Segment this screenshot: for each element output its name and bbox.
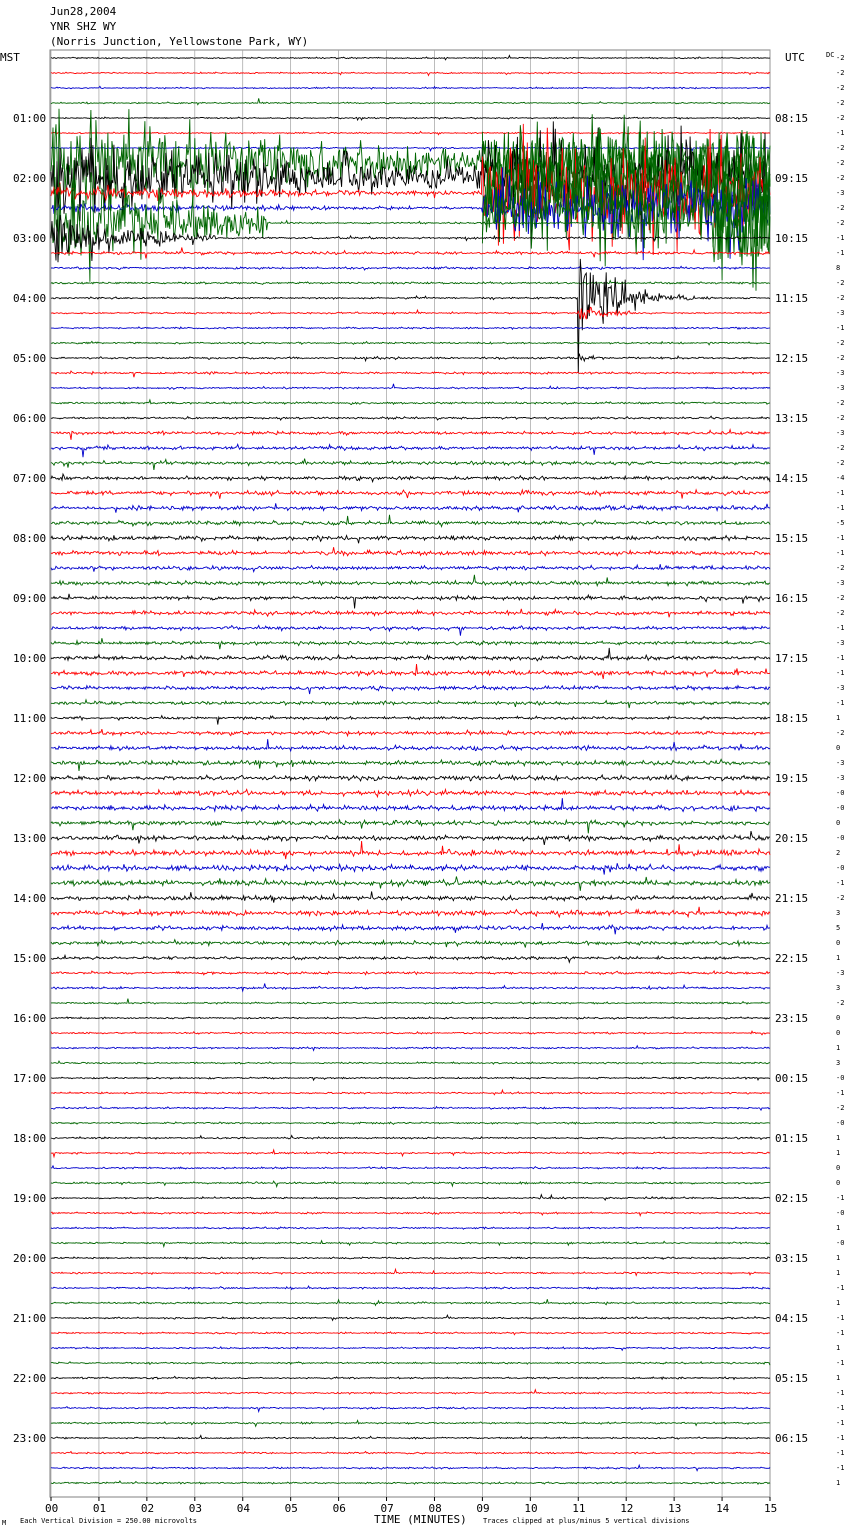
dc-offset-label: 1 bbox=[836, 1374, 841, 1382]
x-tick-label: 07 bbox=[380, 1502, 394, 1515]
trace-line bbox=[51, 430, 770, 440]
dc-offset-label: -2 bbox=[836, 894, 845, 902]
right-hour-label: 16:15 bbox=[775, 592, 809, 605]
left-hour-label: 12:00 bbox=[13, 772, 47, 785]
dc-offset-label: -0 bbox=[836, 1239, 845, 1247]
dc-offset-label: -1 bbox=[836, 129, 845, 137]
dc-offset-label: -2 bbox=[836, 1104, 845, 1112]
right-hour-label: 23:15 bbox=[775, 1012, 809, 1025]
trace-line bbox=[51, 1269, 770, 1275]
right-hour-label: 15:15 bbox=[775, 532, 809, 545]
trace-line bbox=[51, 686, 770, 695]
right-hour-label: 17:15 bbox=[775, 652, 809, 665]
dc-offset-label: 2 bbox=[836, 849, 841, 857]
trace-line bbox=[51, 594, 770, 609]
dc-offset-label: -3 bbox=[836, 309, 845, 317]
left-hour-label: 09:00 bbox=[13, 592, 47, 605]
left-hour-label: 14:00 bbox=[13, 892, 47, 905]
trace-line bbox=[51, 1465, 770, 1471]
dc-offset-label: -2 bbox=[836, 444, 845, 452]
dc-offset-label: 0 bbox=[836, 819, 841, 827]
trace-line bbox=[51, 729, 770, 736]
trace-line bbox=[51, 700, 770, 708]
dc-label: DC bbox=[826, 51, 835, 59]
right-hour-label: 01:15 bbox=[775, 1132, 809, 1145]
trace-line bbox=[51, 1150, 770, 1157]
right-hour-label: 08:15 bbox=[775, 112, 809, 125]
left-hour-label: 03:00 bbox=[13, 232, 47, 245]
dc-offset-label: 5 bbox=[836, 924, 841, 932]
dc-offset-label: -2 bbox=[836, 159, 845, 167]
clip-note: Traces clipped at plus/minus 5 vertical divisions bbox=[483, 1517, 690, 1525]
scale-note: Each Vertical Division = 250.00 microvolts bbox=[20, 1517, 198, 1525]
dc-offset-label: -1 bbox=[836, 549, 845, 557]
left-hour-label: 01:00 bbox=[13, 112, 47, 125]
trace-line bbox=[51, 609, 770, 617]
x-tick-label: 12 bbox=[620, 1502, 634, 1515]
right-hour-label: 21:15 bbox=[775, 892, 809, 905]
trace-line bbox=[51, 923, 770, 934]
dc-offset-label: 1 bbox=[836, 1344, 841, 1352]
trace-line bbox=[51, 1046, 770, 1051]
trace-line bbox=[51, 1376, 770, 1379]
dc-offset-label: 0 bbox=[836, 1014, 841, 1022]
dc-offset-label: 1 bbox=[836, 1149, 841, 1157]
dc-offset-label: -1 bbox=[836, 879, 845, 887]
dc-offset-label: -2 bbox=[836, 84, 845, 92]
dc-offset-label: -1 bbox=[836, 489, 845, 497]
trace-line bbox=[51, 648, 770, 661]
dc-offset-label: 0 bbox=[836, 1029, 841, 1037]
trace-line bbox=[51, 1077, 770, 1080]
right-hour-label: 19:15 bbox=[775, 772, 809, 785]
trace-line bbox=[51, 444, 770, 457]
trace-line bbox=[51, 354, 770, 361]
trace-line bbox=[51, 1181, 770, 1187]
dc-offset-label: 1 bbox=[836, 1134, 841, 1142]
left-zone-label: MST bbox=[0, 51, 20, 64]
dc-offset-label: -3 bbox=[836, 369, 845, 377]
trace-line bbox=[51, 1481, 770, 1484]
trace-line bbox=[51, 98, 770, 104]
trace-line bbox=[51, 1212, 770, 1216]
right-hour-label: 09:15 bbox=[775, 172, 809, 185]
trace-line bbox=[51, 1421, 770, 1427]
dc-offset-label: -1 bbox=[836, 1329, 845, 1337]
trace-line bbox=[51, 400, 770, 405]
right-hour-label: 00:15 bbox=[775, 1072, 809, 1085]
trace-line bbox=[51, 1332, 770, 1335]
dc-offset-label: -3 bbox=[836, 684, 845, 692]
trace-line bbox=[51, 626, 770, 636]
dc-offset-label: -3 bbox=[836, 579, 845, 587]
trace-line bbox=[51, 459, 770, 470]
dc-offset-label: -1 bbox=[836, 1194, 845, 1202]
dc-offset-label: -0 bbox=[836, 834, 845, 842]
trace-line bbox=[51, 515, 770, 527]
dc-offset-label: 1 bbox=[836, 1224, 841, 1232]
left-hour-labels bbox=[13, 112, 46, 1445]
left-hour-label: 17:00 bbox=[13, 1072, 47, 1085]
trace-line bbox=[51, 248, 770, 259]
left-hour-label: 04:00 bbox=[13, 292, 47, 305]
trace-line bbox=[51, 1136, 770, 1140]
left-hour-label: 20:00 bbox=[13, 1252, 47, 1265]
dc-offset-label: 1 bbox=[836, 1479, 841, 1487]
trace-line bbox=[51, 266, 770, 270]
left-hour-label: 07:00 bbox=[13, 472, 47, 485]
trace-line bbox=[51, 1299, 770, 1305]
dc-offset-label: -2 bbox=[836, 594, 845, 602]
dc-offset-label: -2 bbox=[836, 609, 845, 617]
dc-offset-label: 0 bbox=[836, 1179, 841, 1187]
trace-line bbox=[51, 575, 770, 586]
dc-offset-label: -1 bbox=[836, 654, 845, 662]
trace-line bbox=[51, 259, 770, 373]
trace-line bbox=[51, 307, 770, 319]
trace-line bbox=[51, 1286, 770, 1289]
dc-offset-label: -1 bbox=[836, 504, 845, 512]
right-hour-label: 13:15 bbox=[775, 412, 809, 425]
dc-offset-label: -1 bbox=[836, 1314, 845, 1322]
dc-offset-label: -2 bbox=[836, 279, 845, 287]
dc-offset-label: -1 bbox=[836, 699, 845, 707]
right-hour-label: 20:15 bbox=[775, 832, 809, 845]
right-hour-label: 04:15 bbox=[775, 1312, 809, 1325]
left-hour-label: 18:00 bbox=[13, 1132, 47, 1145]
trace-line bbox=[51, 1227, 770, 1229]
dc-offset-label: -0 bbox=[836, 804, 845, 812]
trace-line bbox=[51, 739, 770, 751]
dc-offset-label: 3 bbox=[836, 909, 841, 917]
dc-offset-label: -2 bbox=[836, 354, 845, 362]
left-hour-label: 10:00 bbox=[13, 652, 47, 665]
trace-line bbox=[51, 759, 770, 771]
trace-line bbox=[51, 1315, 770, 1320]
dc-offset-label: -1 bbox=[836, 1359, 845, 1367]
dc-offset-label: -0 bbox=[836, 789, 845, 797]
trace-line bbox=[51, 999, 770, 1004]
header-date: Jun28,2004 bbox=[50, 5, 117, 18]
dc-offset-label: -1 bbox=[836, 1404, 845, 1412]
trace-line bbox=[51, 474, 770, 482]
dc-offset-label: -2 bbox=[836, 339, 845, 347]
x-tick-label: 00 bbox=[45, 1502, 59, 1515]
dc-offset-label: -5 bbox=[836, 519, 845, 527]
right-hour-label: 03:15 bbox=[775, 1252, 809, 1265]
dc-offset-label: -1 bbox=[836, 1389, 845, 1397]
dc-offset-label: -2 bbox=[836, 294, 845, 302]
x-tick-label: 15 bbox=[764, 1502, 778, 1515]
left-hour-label: 15:00 bbox=[13, 952, 47, 965]
left-hour-label: 21:00 bbox=[13, 1312, 47, 1325]
right-hour-label: 12:15 bbox=[775, 352, 809, 365]
left-hour-label: 19:00 bbox=[13, 1192, 47, 1205]
right-hour-label: 10:15 bbox=[775, 232, 809, 245]
dc-offset-label: -2 bbox=[836, 414, 845, 422]
dc-offset-label: 3 bbox=[836, 1059, 841, 1067]
dc-offset-label: -2 bbox=[836, 114, 845, 122]
left-hour-label: 05:00 bbox=[13, 352, 47, 365]
dc-offset-label: -2 bbox=[836, 219, 845, 227]
x-tick-label: 10 bbox=[524, 1502, 538, 1515]
trace-line bbox=[51, 664, 770, 679]
trace-line bbox=[51, 86, 770, 89]
dc-offset-label: -2 bbox=[836, 69, 845, 77]
trace-line bbox=[51, 1390, 770, 1395]
trace-line bbox=[51, 1122, 770, 1125]
dc-offset-label: -1 bbox=[836, 234, 845, 242]
trace-line bbox=[51, 384, 770, 390]
dc-offset-label: -1 bbox=[836, 1089, 845, 1097]
left-hour-label: 11:00 bbox=[13, 712, 47, 725]
dc-offset-label: -2 bbox=[836, 729, 845, 737]
trace-line bbox=[51, 971, 770, 975]
trace-group bbox=[51, 56, 770, 1485]
dc-offset-label: 0 bbox=[836, 1164, 841, 1172]
corner-mark: M bbox=[2, 1519, 7, 1527]
trace-line bbox=[51, 1347, 770, 1351]
left-hour-label: 08:00 bbox=[13, 532, 47, 545]
time-grid bbox=[50, 50, 770, 1497]
dc-offset-label: -2 bbox=[836, 399, 845, 407]
trace-line bbox=[51, 1195, 770, 1200]
dc-offset-label: -1 bbox=[836, 1419, 845, 1427]
trace-line bbox=[51, 117, 770, 120]
right-hour-label: 14:15 bbox=[775, 472, 809, 485]
dc-offset-label: -3 bbox=[836, 189, 845, 197]
dc-offset-label: 1 bbox=[836, 1299, 841, 1307]
trace-line bbox=[51, 716, 770, 725]
left-hour-label: 13:00 bbox=[13, 832, 47, 845]
right-hour-label: 06:15 bbox=[775, 1432, 809, 1445]
right-hour-label: 22:15 bbox=[775, 952, 809, 965]
dc-offset-label: -2 bbox=[836, 54, 845, 62]
trace-line bbox=[51, 1166, 770, 1169]
right-hour-label: 05:15 bbox=[775, 1372, 809, 1385]
trace-line bbox=[51, 1241, 770, 1247]
left-hour-label: 02:00 bbox=[13, 172, 47, 185]
trace-line bbox=[51, 281, 770, 285]
trace-line bbox=[51, 1090, 770, 1095]
left-hour-label: 22:00 bbox=[13, 1372, 47, 1385]
dc-offset-label: -2 bbox=[836, 459, 845, 467]
trace-line bbox=[51, 789, 770, 796]
trace-line bbox=[51, 1031, 770, 1035]
right-hour-labels bbox=[775, 112, 808, 1445]
trace-line bbox=[51, 547, 770, 556]
right-hour-label: 02:15 bbox=[775, 1192, 809, 1205]
trace-line bbox=[51, 940, 770, 948]
header-location: (Norris Junction, Yellowstone Park, WY) bbox=[50, 35, 309, 48]
right-hour-label: 18:15 bbox=[775, 712, 809, 725]
right-zone-label: UTC bbox=[785, 51, 805, 64]
dc-offset-label: -2 bbox=[836, 999, 845, 1007]
dc-offset-label: -0 bbox=[836, 1074, 845, 1082]
trace-line bbox=[51, 564, 770, 571]
dc-offset-label: 1 bbox=[836, 714, 841, 722]
x-tick-label: 03 bbox=[188, 1502, 203, 1515]
trace-line bbox=[51, 535, 770, 543]
dc-offset-label: -3 bbox=[836, 774, 845, 782]
dc-offset-label: -1 bbox=[836, 1464, 845, 1472]
left-hour-label: 16:00 bbox=[13, 1012, 47, 1025]
x-tick-label: 05 bbox=[284, 1502, 298, 1515]
trace-line bbox=[51, 1257, 770, 1260]
x-tick-label: 01 bbox=[92, 1502, 107, 1515]
trace-line bbox=[51, 841, 770, 859]
dc-offset-label: -1 bbox=[836, 669, 845, 677]
trace-line bbox=[51, 907, 770, 917]
dc-offset-labels bbox=[836, 54, 844, 1487]
x-tick-label: 04 bbox=[236, 1502, 250, 1515]
trace-line bbox=[51, 831, 770, 845]
trace-line bbox=[51, 955, 770, 962]
dc-offset-label: -0 bbox=[836, 864, 845, 872]
trace-line bbox=[51, 1061, 770, 1064]
x-tick-label: 06 bbox=[332, 1502, 346, 1515]
dc-offset-label: -2 bbox=[836, 204, 845, 212]
trace-line bbox=[51, 775, 770, 781]
dc-offset-label: 0 bbox=[836, 939, 841, 947]
left-hour-label: 23:00 bbox=[13, 1432, 47, 1445]
dc-offset-label: 3 bbox=[836, 984, 841, 992]
trace-line bbox=[51, 863, 770, 874]
trace-line bbox=[51, 877, 770, 891]
x-tick-label: 08 bbox=[428, 1502, 442, 1515]
dc-offset-label: -4 bbox=[836, 474, 845, 482]
dc-offset-label: 8 bbox=[836, 264, 841, 272]
x-axis-title: TIME (MINUTES) bbox=[374, 1513, 467, 1526]
dc-offset-label: -1 bbox=[836, 534, 845, 542]
trace-line bbox=[51, 1452, 770, 1455]
dc-offset-label: -2 bbox=[836, 144, 845, 152]
trace-line bbox=[51, 490, 770, 499]
right-hour-label: 11:15 bbox=[775, 292, 809, 305]
trace-line bbox=[51, 1017, 770, 1020]
trace-line bbox=[51, 820, 770, 833]
trace-line bbox=[51, 72, 770, 75]
dc-offset-label: -1 bbox=[836, 624, 845, 632]
dc-offset-label: -3 bbox=[836, 384, 845, 392]
trace-line bbox=[51, 503, 770, 512]
trace-line bbox=[51, 798, 770, 811]
x-tick-label: 13 bbox=[668, 1502, 682, 1515]
x-tick-label: 02 bbox=[140, 1502, 155, 1515]
trace-line bbox=[51, 984, 770, 992]
trace-line bbox=[51, 327, 770, 330]
dc-offset-label: -0 bbox=[836, 1119, 845, 1127]
trace-line bbox=[51, 56, 770, 60]
dc-offset-label: -3 bbox=[836, 759, 845, 767]
dc-offset-label: 0 bbox=[836, 744, 841, 752]
trace-line bbox=[51, 215, 770, 262]
x-tick-label: 14 bbox=[716, 1502, 730, 1515]
header-station: YNR SHZ WY bbox=[50, 20, 117, 33]
trace-line bbox=[51, 371, 770, 377]
dc-offset-label: -2 bbox=[836, 564, 845, 572]
trace-line bbox=[51, 416, 770, 420]
dc-offset-label: -1 bbox=[836, 324, 845, 332]
trace-line bbox=[51, 1107, 770, 1111]
dc-offset-label: -0 bbox=[836, 1209, 845, 1217]
dc-offset-label: -2 bbox=[836, 174, 845, 182]
x-tick-label: 09 bbox=[476, 1502, 490, 1515]
plot-frame bbox=[50, 50, 770, 1497]
dc-offset-label: -1 bbox=[836, 1434, 845, 1442]
dc-offset-label: -1 bbox=[836, 1449, 845, 1457]
dc-offset-label: -1 bbox=[836, 1284, 845, 1292]
dc-offset-label: 1 bbox=[836, 954, 841, 962]
trace-line bbox=[51, 1362, 770, 1366]
trace-line bbox=[51, 341, 770, 344]
trace-line bbox=[51, 891, 770, 902]
trace-line bbox=[51, 638, 770, 649]
dc-offset-label: 1 bbox=[836, 1269, 841, 1277]
left-hour-label: 06:00 bbox=[13, 412, 47, 425]
dc-offset-label: -3 bbox=[836, 969, 845, 977]
trace-line bbox=[51, 1407, 770, 1412]
x-tick-label: 11 bbox=[572, 1502, 586, 1515]
dc-offset-label: -3 bbox=[836, 429, 845, 437]
dc-offset-label: -2 bbox=[836, 99, 845, 107]
dc-offset-label: 1 bbox=[836, 1044, 841, 1052]
dc-offset-label: -1 bbox=[836, 249, 845, 257]
trace-line bbox=[51, 1436, 770, 1440]
dc-offset-label: 1 bbox=[836, 1254, 841, 1262]
dc-offset-label: -3 bbox=[836, 639, 845, 647]
